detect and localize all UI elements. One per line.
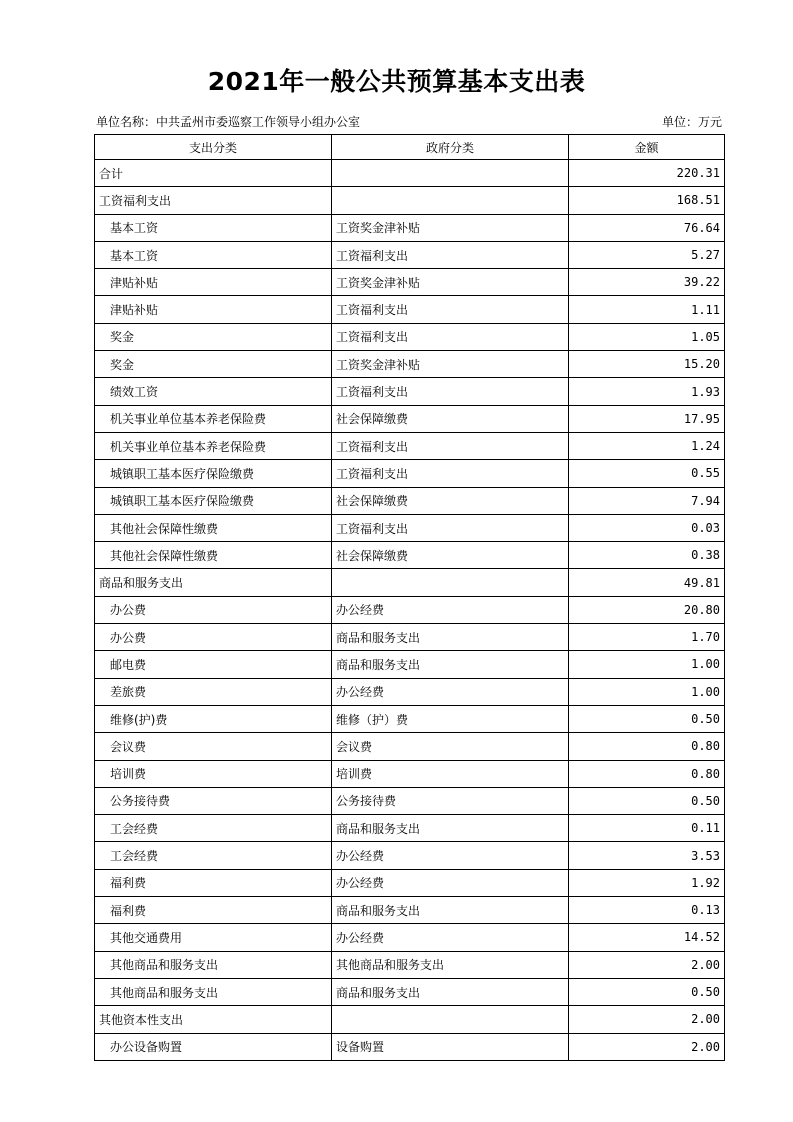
row-gov-class: 维修（护）费 (332, 705, 569, 732)
row-gov-class (332, 187, 569, 214)
row-gov-class: 社会保障缴费 (332, 487, 569, 514)
row-gov-class: 设备购置 (332, 1033, 569, 1060)
row-category: 合计 (95, 160, 332, 187)
row-gov-class: 工资福利支出 (332, 241, 569, 268)
row-amount: 76.64 (569, 214, 725, 241)
row-gov-class: 工资福利支出 (332, 514, 569, 541)
row-gov-class: 商品和服务支出 (332, 651, 569, 678)
row-category: 奖金 (95, 323, 332, 350)
table-row (95, 951, 725, 978)
page-title: 2021年一般公共预算基本支出表 (207, 67, 586, 96)
row-gov-class: 培训费 (332, 760, 569, 787)
row-amount: 1.00 (569, 651, 725, 678)
table-row (95, 378, 725, 405)
budget-table (94, 134, 725, 1061)
currency-unit: 单位：万元 (661, 115, 722, 129)
row-amount: 0.11 (569, 815, 725, 842)
table-row (95, 542, 725, 569)
row-amount: 2.00 (569, 1006, 725, 1033)
row-gov-class: 公务接待费 (332, 787, 569, 814)
table-row (95, 624, 725, 651)
table-row (95, 787, 725, 814)
row-category: 邮电费 (95, 651, 332, 678)
row-category: 基本工资 (95, 214, 332, 241)
row-gov-class: 工资奖金津补贴 (332, 351, 569, 378)
table-row (95, 460, 725, 487)
table-row (95, 651, 725, 678)
table-row (95, 678, 725, 705)
table-row (95, 760, 725, 787)
row-amount: 14.52 (569, 924, 725, 951)
row-category: 维修(护)费 (95, 705, 332, 732)
table-row (95, 978, 725, 1005)
row-amount: 5.27 (569, 241, 725, 268)
row-amount: 49.81 (569, 569, 725, 596)
row-gov-class: 工资福利支出 (332, 432, 569, 459)
row-amount: 0.38 (569, 542, 725, 569)
row-category: 商品和服务支出 (95, 569, 332, 596)
row-gov-class: 会议费 (332, 733, 569, 760)
table-row (95, 1006, 725, 1033)
row-category: 绩效工资 (95, 378, 332, 405)
table-header-row (95, 135, 725, 160)
row-amount: 0.55 (569, 460, 725, 487)
table-row (95, 815, 725, 842)
table-row (95, 1033, 725, 1060)
row-gov-class: 办公经费 (332, 869, 569, 896)
row-gov-class: 商品和服务支出 (332, 897, 569, 924)
row-category: 会议费 (95, 733, 332, 760)
row-amount: 0.50 (569, 787, 725, 814)
table-row (95, 351, 725, 378)
row-gov-class: 工资奖金津补贴 (332, 269, 569, 296)
table-row (95, 924, 725, 951)
row-gov-class (332, 160, 569, 187)
row-category: 其他资本性支出 (95, 1006, 332, 1033)
row-amount: 1.92 (569, 869, 725, 896)
row-category: 差旅费 (95, 678, 332, 705)
table-row (95, 842, 725, 869)
row-amount: 1.11 (569, 296, 725, 323)
row-gov-class: 商品和服务支出 (332, 978, 569, 1005)
header-category: 支出分类 (95, 135, 332, 160)
row-amount: 168.51 (569, 187, 725, 214)
table-row (95, 487, 725, 514)
row-category: 其他社会保障性缴费 (95, 514, 332, 541)
unit-name: 单位名称：中共孟州市委巡察工作领导小组办公室 (96, 115, 361, 129)
row-category: 津贴补贴 (95, 296, 332, 323)
row-category: 其他交通费用 (95, 924, 332, 951)
row-amount: 2.00 (569, 1033, 725, 1060)
row-amount: 220.31 (569, 160, 725, 187)
row-gov-class: 商品和服务支出 (332, 815, 569, 842)
row-gov-class: 工资福利支出 (332, 460, 569, 487)
row-category: 办公费 (95, 624, 332, 651)
unit-info-line (94, 113, 724, 131)
row-gov-class: 办公经费 (332, 842, 569, 869)
row-category: 机关事业单位基本养老保险费 (95, 432, 332, 459)
row-category: 工资福利支出 (95, 187, 332, 214)
table-row (95, 241, 725, 268)
row-amount: 39.22 (569, 269, 725, 296)
row-category: 其他社会保障性缴费 (95, 542, 332, 569)
table-row (95, 596, 725, 623)
row-category: 其他商品和服务支出 (95, 951, 332, 978)
row-category: 城镇职工基本医疗保险缴费 (95, 460, 332, 487)
row-category: 城镇职工基本医疗保险缴费 (95, 487, 332, 514)
row-amount: 0.50 (569, 705, 725, 732)
table-row (95, 514, 725, 541)
row-amount: 1.00 (569, 678, 725, 705)
row-gov-class: 工资福利支出 (332, 296, 569, 323)
row-category: 福利费 (95, 897, 332, 924)
table-row (95, 569, 725, 596)
row-gov-class: 办公经费 (332, 678, 569, 705)
row-gov-class: 社会保障缴费 (332, 405, 569, 432)
row-category: 津贴补贴 (95, 269, 332, 296)
table-row (95, 897, 725, 924)
row-amount: 0.50 (569, 978, 725, 1005)
header-amount: 金额 (569, 135, 725, 160)
row-amount: 0.80 (569, 760, 725, 787)
row-category: 公务接待费 (95, 787, 332, 814)
row-amount: 1.93 (569, 378, 725, 405)
row-category: 福利费 (95, 869, 332, 896)
row-amount: 2.00 (569, 951, 725, 978)
row-gov-class: 工资福利支出 (332, 378, 569, 405)
row-category: 办公设备购置 (95, 1033, 332, 1060)
row-gov-class: 其他商品和服务支出 (332, 951, 569, 978)
table-row (95, 869, 725, 896)
row-gov-class (332, 569, 569, 596)
row-category: 其他商品和服务支出 (95, 978, 332, 1005)
row-amount: 1.24 (569, 432, 725, 459)
row-amount: 7.94 (569, 487, 725, 514)
table-row (95, 705, 725, 732)
row-amount: 3.53 (569, 842, 725, 869)
row-gov-class: 办公经费 (332, 924, 569, 951)
row-amount: 20.80 (569, 596, 725, 623)
row-category: 基本工资 (95, 241, 332, 268)
row-gov-class: 办公经费 (332, 596, 569, 623)
header-gov: 政府分类 (332, 135, 569, 160)
table-row (95, 733, 725, 760)
table-row (95, 323, 725, 350)
row-category: 机关事业单位基本养老保险费 (95, 405, 332, 432)
row-amount: 0.03 (569, 514, 725, 541)
row-gov-class: 工资奖金津补贴 (332, 214, 569, 241)
table-row (95, 432, 725, 459)
row-category: 工会经费 (95, 815, 332, 842)
table-row (95, 405, 725, 432)
row-amount: 1.70 (569, 624, 725, 651)
row-amount: 0.80 (569, 733, 725, 760)
row-gov-class: 社会保障缴费 (332, 542, 569, 569)
row-category: 办公费 (95, 596, 332, 623)
row-amount: 0.13 (569, 897, 725, 924)
row-gov-class: 工资福利支出 (332, 323, 569, 350)
row-category: 工会经费 (95, 842, 332, 869)
table-row (95, 187, 725, 214)
row-category: 培训费 (95, 760, 332, 787)
row-category: 奖金 (95, 351, 332, 378)
table-row (95, 269, 725, 296)
row-amount: 15.20 (569, 351, 725, 378)
row-amount: 1.05 (569, 323, 725, 350)
row-gov-class: 商品和服务支出 (332, 624, 569, 651)
table-row (95, 160, 725, 187)
table-row (95, 296, 725, 323)
table-row (95, 214, 725, 241)
row-gov-class (332, 1006, 569, 1033)
row-amount: 17.95 (569, 405, 725, 432)
